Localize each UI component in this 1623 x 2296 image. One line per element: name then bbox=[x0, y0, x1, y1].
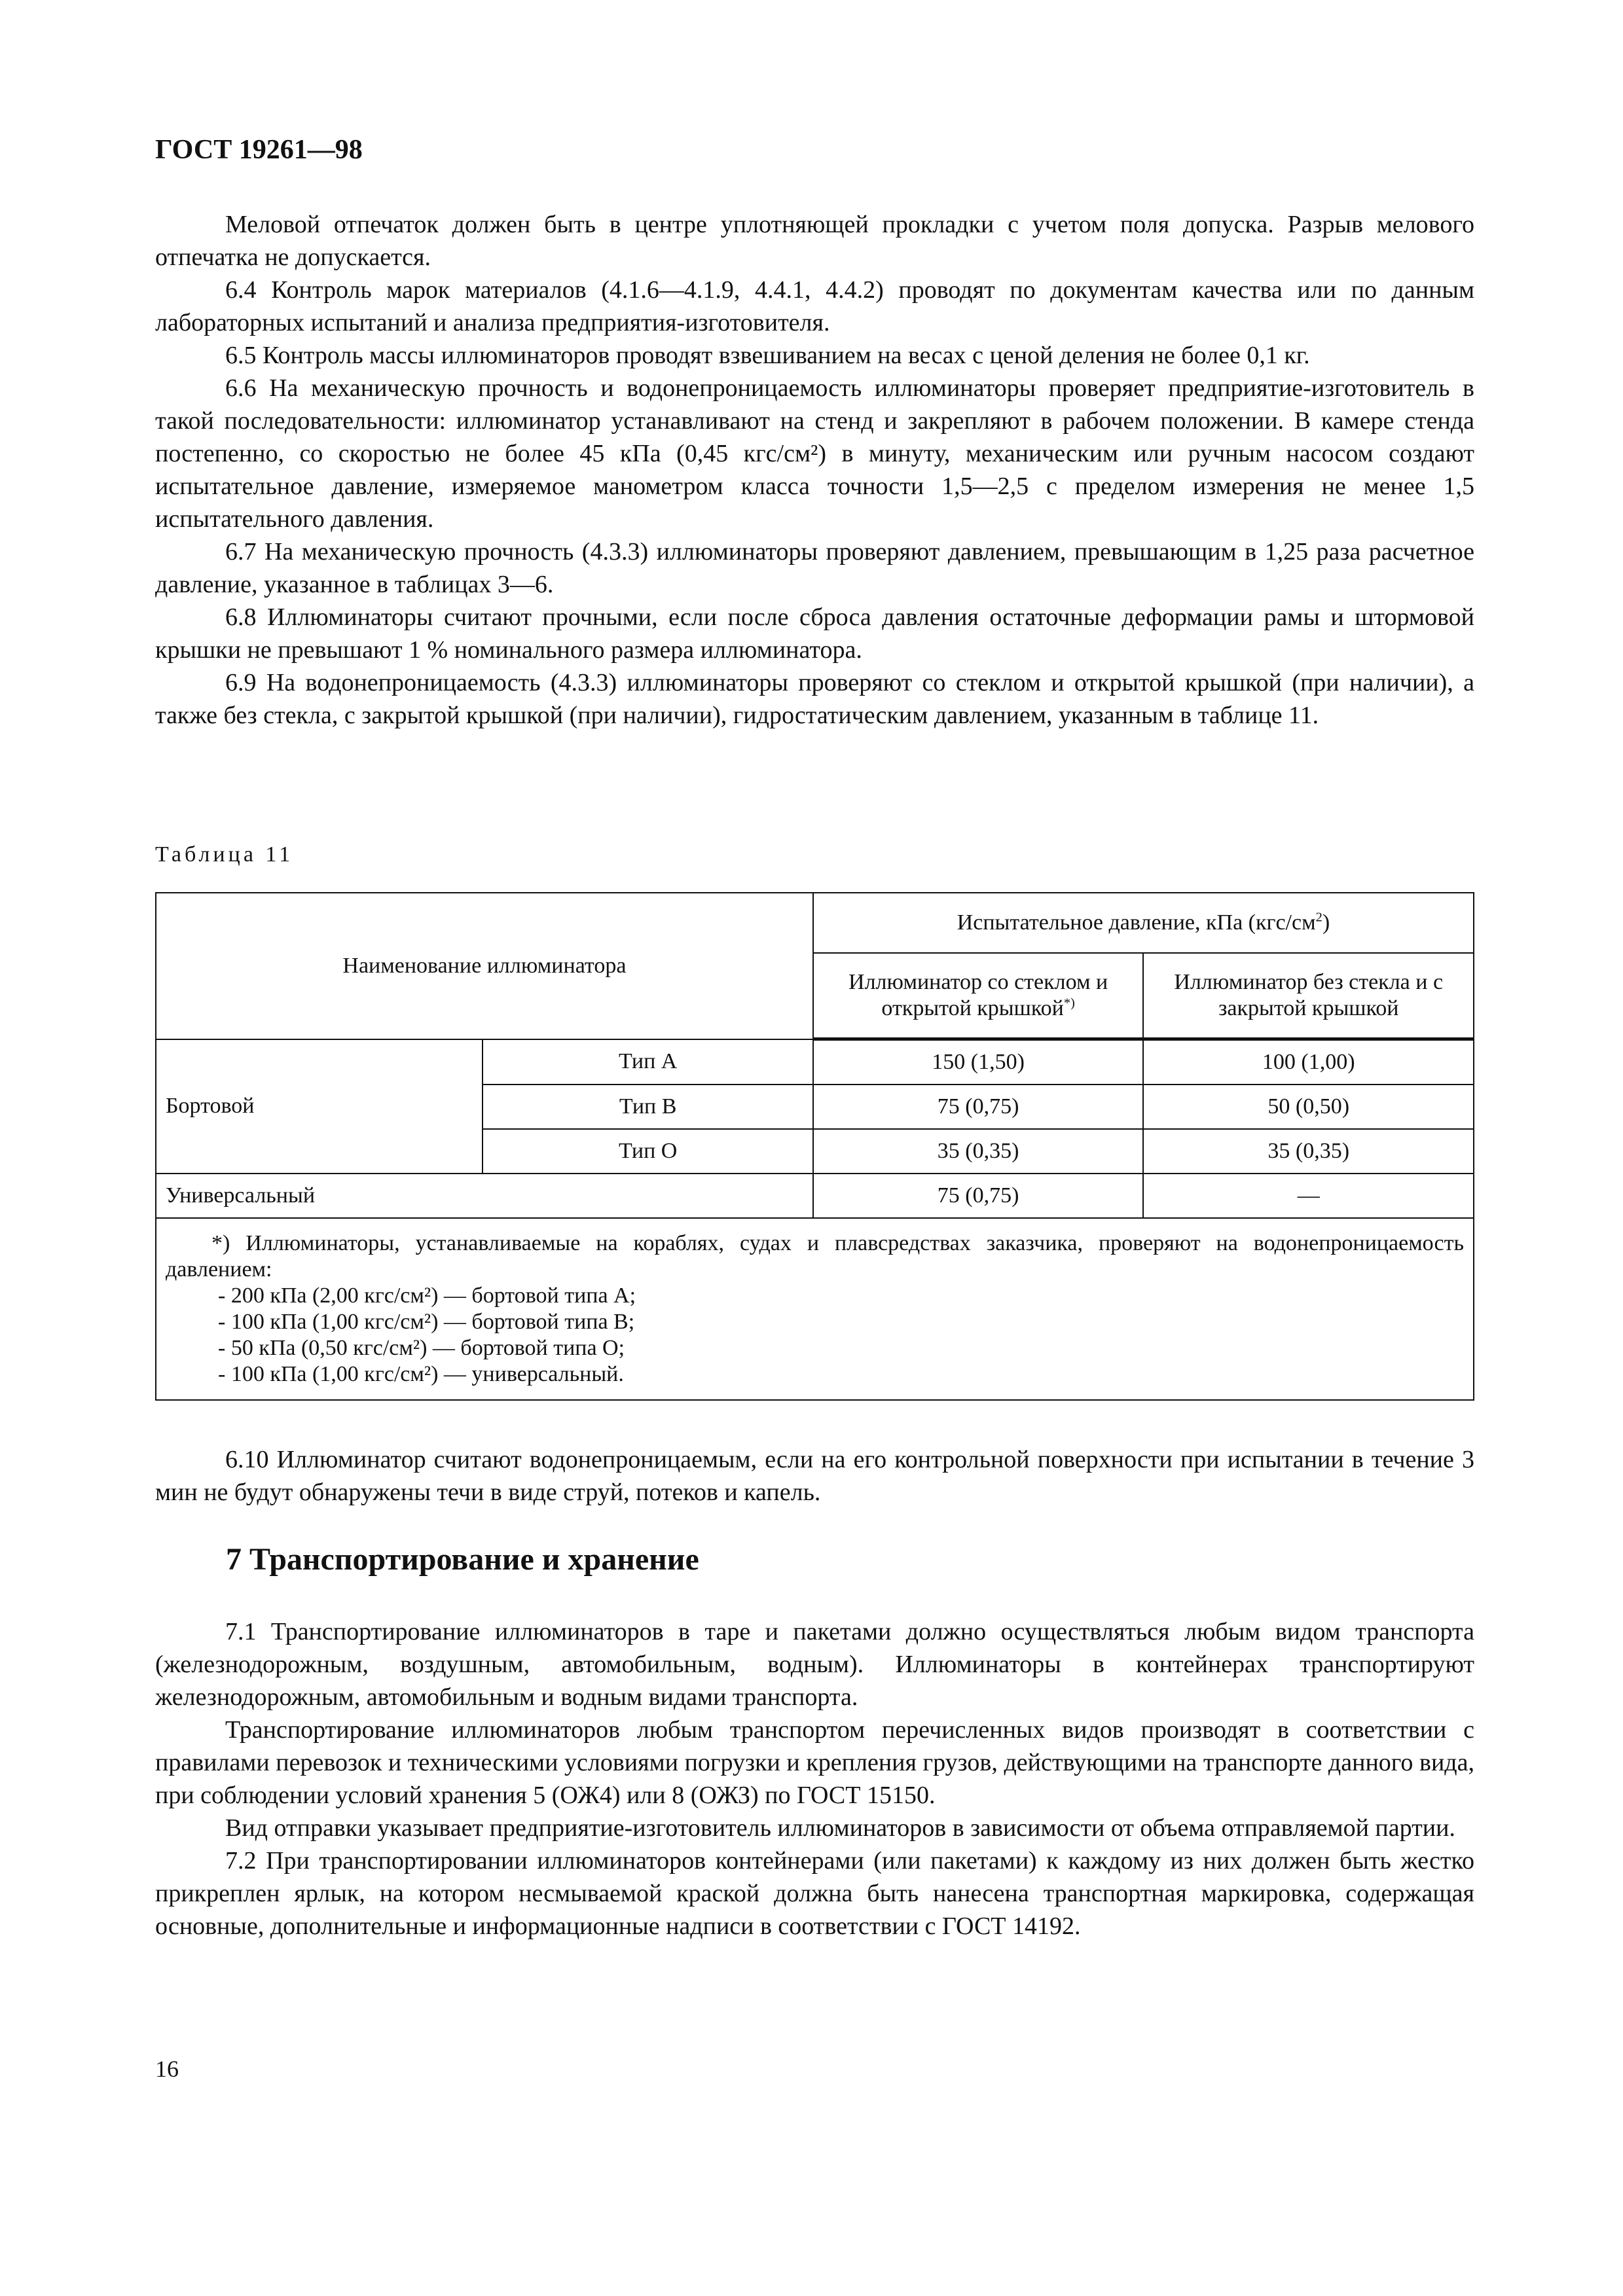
paragraph: 6.6 На механическую прочность и водонепроницаемость иллюминаторы проверяет предприятие-изготовитель в такой последовательности: иллюминатор устанавливают на стенд и закрепляют в рабочем положении. В камере стенда постепенно, со скоростью не более 45 кПа (0,45 кгс/см²) в минуту, механическим или ручным насосом создают испытательное давление, измеряемое манометром класса точности 1,5—2,5 с пределом измерения не менее 1,5 испытательного давления. bbox=[155, 374, 1474, 533]
paragraph: 7.1 Транспортирование иллюминаторов в таре и пакетами должно осуществляться любым видом транспорта (железнодорожным, воздушным, автомобильным, водным). Иллюминаторы в контейнерах транспортируют железнодорожным, автомобильным и водным видами транспорта. bbox=[155, 1618, 1474, 1711]
header-without-glass-cell: Иллюминатор без стекла и с закрытой крышкой bbox=[1143, 953, 1474, 1039]
table-row bbox=[156, 1174, 1474, 1218]
group-side-cell: Бортовой bbox=[156, 1039, 483, 1174]
with-glass-cell: 35 (0,35) bbox=[813, 1129, 1144, 1174]
section-6-text bbox=[155, 208, 1474, 732]
without-glass-cell: — bbox=[1143, 1174, 1474, 1218]
footnote-intro: *) Иллюминаторы, устанавливаемые на кораблях, судах и плавсредствах заказчика, проверяют на водонепроницаемость давлением: bbox=[166, 1231, 1464, 1282]
with-glass-cell: 75 (0,75) bbox=[813, 1174, 1144, 1218]
without-glass-cell: 50 (0,50) bbox=[1143, 1085, 1474, 1129]
footnote-item: - 50 кПа (0,50 кгс/см²) — бортовой типа О; bbox=[218, 1336, 625, 1360]
section-7-text bbox=[155, 1615, 1474, 1943]
with-glass-cell: 75 (0,75) bbox=[813, 1085, 1144, 1129]
paragraph: 6.5 Контроль массы иллюминаторов проводят взвешиванием на весах с ценой деления не более 0,1 кг. bbox=[225, 342, 1310, 369]
page-number: 16 bbox=[155, 2056, 179, 2082]
without-glass-cell: 35 (0,35) bbox=[1143, 1129, 1474, 1174]
without-glass-cell: 100 (1,00) bbox=[1143, 1039, 1474, 1085]
universal-name-cell: Универсальный bbox=[156, 1174, 813, 1218]
paragraph: 6.7 На механическую прочность (4.3.3) иллюминаторы проверяют давлением, превышающим в 1,25 раза расчетное давление, указанное в таблицах 3—6. bbox=[155, 538, 1474, 598]
with-glass-cell: 150 (1,50) bbox=[813, 1039, 1144, 1085]
paragraph: 6.8 Иллюминаторы считают прочными, если после сброса давления остаточные деформации рамы и штормовой крышки не превышают 1 % номинального размера иллюминатора. bbox=[155, 603, 1474, 664]
table-row bbox=[156, 1039, 1474, 1085]
table-11 bbox=[155, 892, 1474, 1401]
footnote-item: - 200 кПа (2,00 кгс/см²) — бортовой типа А; bbox=[218, 1283, 636, 1308]
type-cell: Тип О bbox=[483, 1129, 812, 1174]
footnote-item: - 100 кПа (1,00 кгс/см²) — универсальный. bbox=[218, 1362, 624, 1386]
paragraph: 6.10 Иллюминатор считают водонепроницаемым, если на его контрольной поверхности при испытании в течение 3 мин не будут обнаружены течи в виде струй, потеков и капель. bbox=[155, 1446, 1474, 1506]
table-caption: Таблица 11 bbox=[155, 842, 294, 867]
section-title: 7 Транспортирование и хранение bbox=[226, 1542, 699, 1577]
table-footnote bbox=[156, 1218, 1474, 1400]
footnote-item: - 100 кПа (1,00 кгс/см²) — бортовой типа В; bbox=[218, 1310, 635, 1334]
header-with-glass-cell: Иллюминатор со стеклом и открытой крышкой*) bbox=[813, 953, 1144, 1039]
paragraph-6-10-block bbox=[155, 1443, 1474, 1509]
header-pressure-cell: Испытательное давление, кПа $(кгс/см^2)$ bbox=[813, 893, 1474, 953]
type-cell: Тип А bbox=[483, 1039, 812, 1085]
paragraph: 6.4 Контроль марок материалов (4.1.6—4.1.9, 4.4.1, 4.4.2) проводят по документам качества или по данным лабораторных испытаний и анализа предприятия-изготовителя. bbox=[155, 276, 1474, 336]
header-name-cell: Наименование иллюминатора bbox=[156, 893, 813, 1039]
paragraph: Вид отправки указывает предприятие-изготовитель иллюминаторов в зависимости от объема отправляемой партии. bbox=[225, 1814, 1455, 1842]
paragraph: Транспортирование иллюминаторов любым транспортом перечисленных видов производят в соответствии с правилами перевозок и техническими условиями погрузки и крепления грузов, действующими на транспорте данного вида, при соблюдении условий хранения 5 (ОЖ4) или 8 (ОЖЗ) по ГОСТ 15150. bbox=[155, 1716, 1474, 1809]
document-header: ГОСТ 19261—98 bbox=[155, 135, 363, 165]
paragraph: 7.2 При транспортировании иллюминаторов контейнерами (или пакетами) к каждому из них должен быть жестко прикреплен ярлык, на котором несмываемой краской должна быть нанесена транспортная маркировка, содержащая основные, дополнительные и информационные надписи в соответствии с ГОСТ 14192. bbox=[155, 1847, 1474, 1940]
paragraph: 6.9 На водонепроницаемость (4.3.3) иллюминаторы проверяют со стеклом и открытой крышкой (при наличии), а также без стекла, с закрытой крышкой (при наличии), гидростатическим давлением, указанным в таблице 11. bbox=[155, 669, 1474, 729]
paragraph: Меловой отпечаток должен быть в центре уплотняющей прокладки с учетом поля допуска. Разрыв мелового отпечатка не допускается. bbox=[155, 211, 1474, 271]
type-cell: Тип В bbox=[483, 1085, 812, 1129]
